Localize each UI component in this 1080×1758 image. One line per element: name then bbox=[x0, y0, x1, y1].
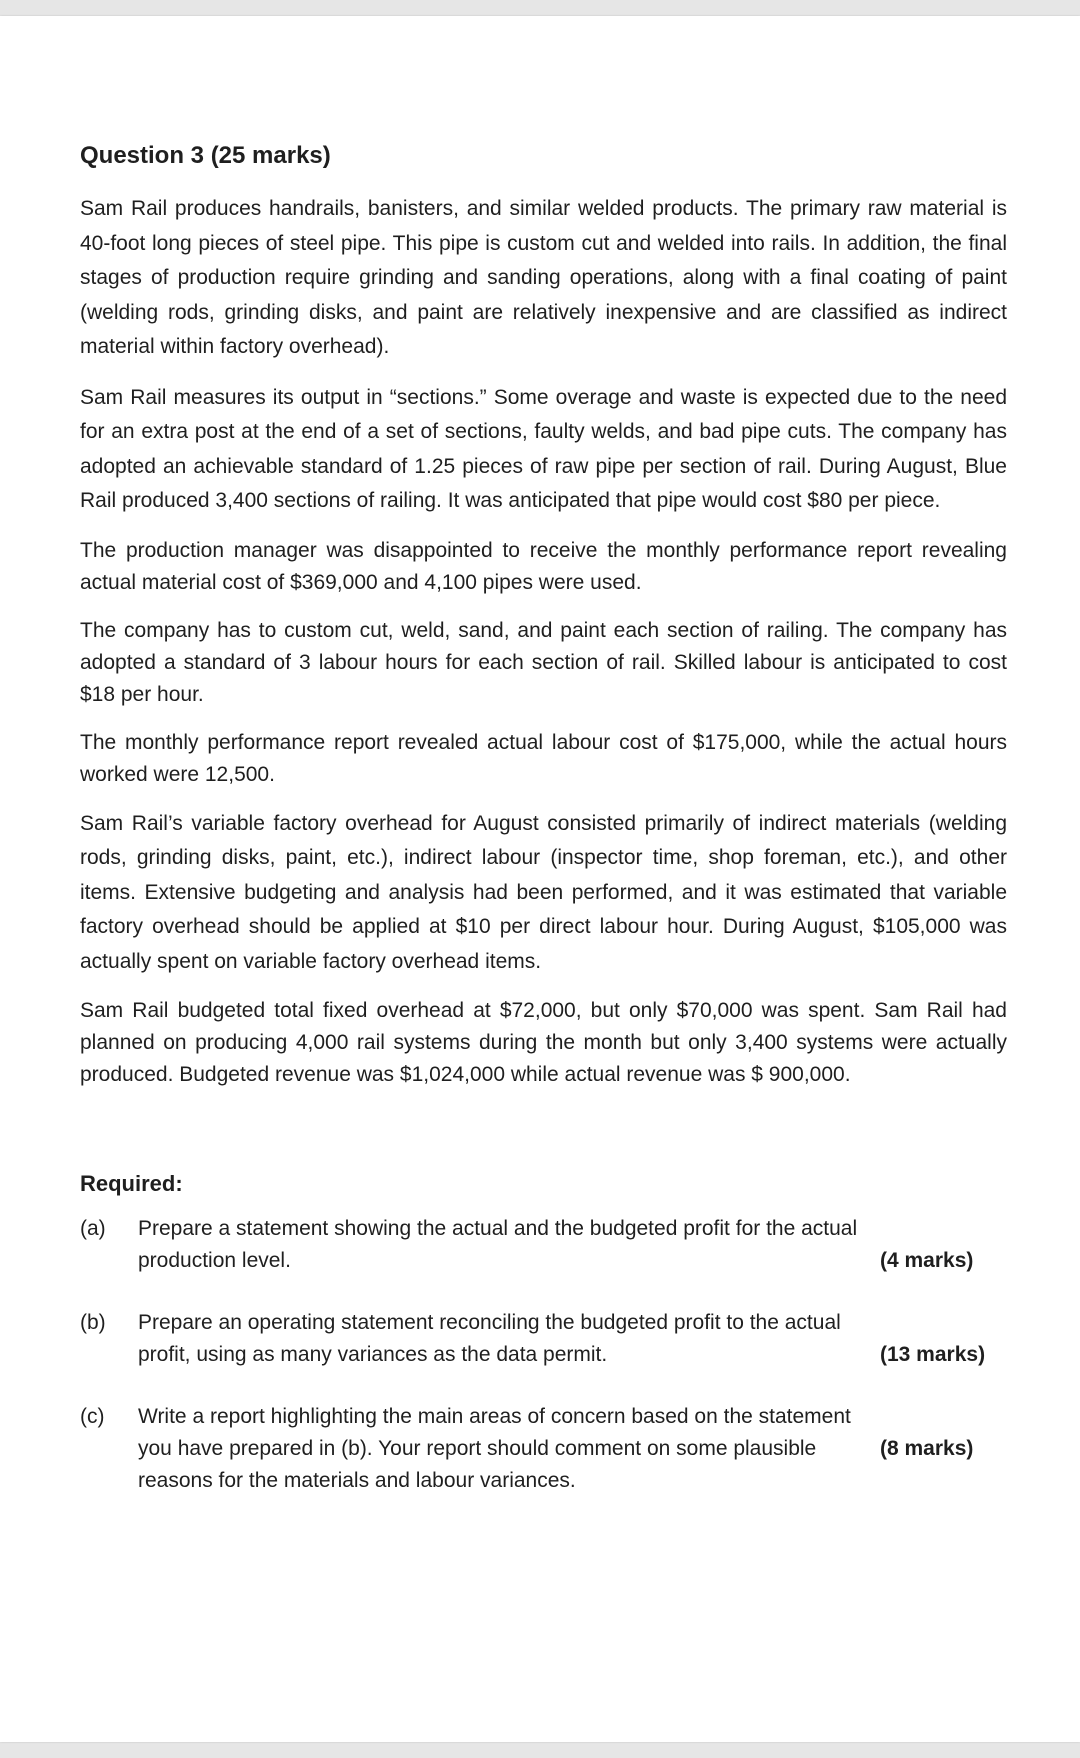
required-item-b bbox=[80, 1307, 1007, 1371]
paragraph-variable-overhead: Sam Rail’s variable factory overhead for August consisted primarily of indirect materials (welding rods, grinding disks, paint, etc.), indirect labour (inspector time, shop foreman, etc.), and other items. Extensive budgeting and analysis had been performed, and it was estimated that variable factory overhead should be applied at $10 per direct labour hour. During August, $105,000 was actually spent on variable factory overhead items. bbox=[80, 811, 1007, 973]
required-item-text: Prepare an operating statement reconciling the budgeted profit to the actual profit, using as many variances as the data permit. bbox=[138, 1311, 841, 1366]
document-page bbox=[0, 16, 1080, 1742]
required-heading: Required: bbox=[80, 1171, 183, 1196]
required-item-text: Prepare a statement showing the actual and the budgeted profit for the actual production level. bbox=[138, 1217, 858, 1272]
required-item-letter: (c) bbox=[80, 1405, 105, 1428]
required-item-a bbox=[80, 1213, 1007, 1277]
required-item-marks: (13 marks) bbox=[880, 1343, 986, 1366]
paragraph-output-sections: Sam Rail measures its output in “sections.” Some overage and waste is expected due to the need for an extra post at the end of a set of sections, faulty welds, and bad pipe cuts. The company has adopted an achievable standard of 1.25 pieces of raw pipe per section of rail. During August, Blue Rail produced 3,400 sections of railing. It was anticipated that pipe would cost $80 per piece. bbox=[80, 385, 1007, 512]
paragraph-fixed-overhead: Sam Rail budgeted total fixed overhead at $72,000, but only $70,000 was spent. Sam Rail had planned on producing 4,000 rail systems during the month but only 3,400 systems were actually produced. Budgeted revenue was $1,024,000 while actual revenue was $ 900,000. bbox=[80, 999, 1007, 1086]
required-item-letter: (a) bbox=[80, 1217, 106, 1240]
question-content bbox=[80, 140, 1007, 1527]
paragraph-intro: Sam Rail produces handrails, banisters, and similar welded products. The primary raw material is 40-foot long pieces of steel pipe. This pipe is custom cut and welded into rails. In addition, the final stages of production require grinding and sanding operations, along with a final coating of paint (welding rods, grinding disks, and paint are relatively inexpensive and are classified as indirect material within factory overhead). bbox=[80, 197, 1007, 358]
required-item-marks: (8 marks) bbox=[880, 1437, 974, 1460]
required-item-marks: (4 marks) bbox=[880, 1249, 974, 1272]
question-title: Question 3 (25 marks) bbox=[80, 142, 331, 169]
required-item-letter: (b) bbox=[80, 1311, 106, 1334]
required-item-text: Write a report highlighting the main areas of concern based on the statement you have prepared in (b). Your report should comment on some plausible reasons for the materials and labour variances. bbox=[138, 1405, 851, 1492]
paragraph-labour-report: The monthly performance report revealed actual labour cost of $175,000, while the actual hours worked were 12,500. bbox=[80, 730, 1007, 786]
required-item-c bbox=[80, 1401, 1007, 1497]
paragraph-labour-standard: The company has to custom cut, weld, sand, and paint each section of railing. The company has adopted a standard of 3 labour hours for each section of rail. Skilled labour is anticipated to cost $18 per hour. bbox=[80, 618, 1007, 706]
paragraph-material-report: The production manager was disappointed to receive the monthly performance report revealing actual material cost of $369,000 and 4,100 pipes were used. bbox=[80, 538, 1007, 594]
